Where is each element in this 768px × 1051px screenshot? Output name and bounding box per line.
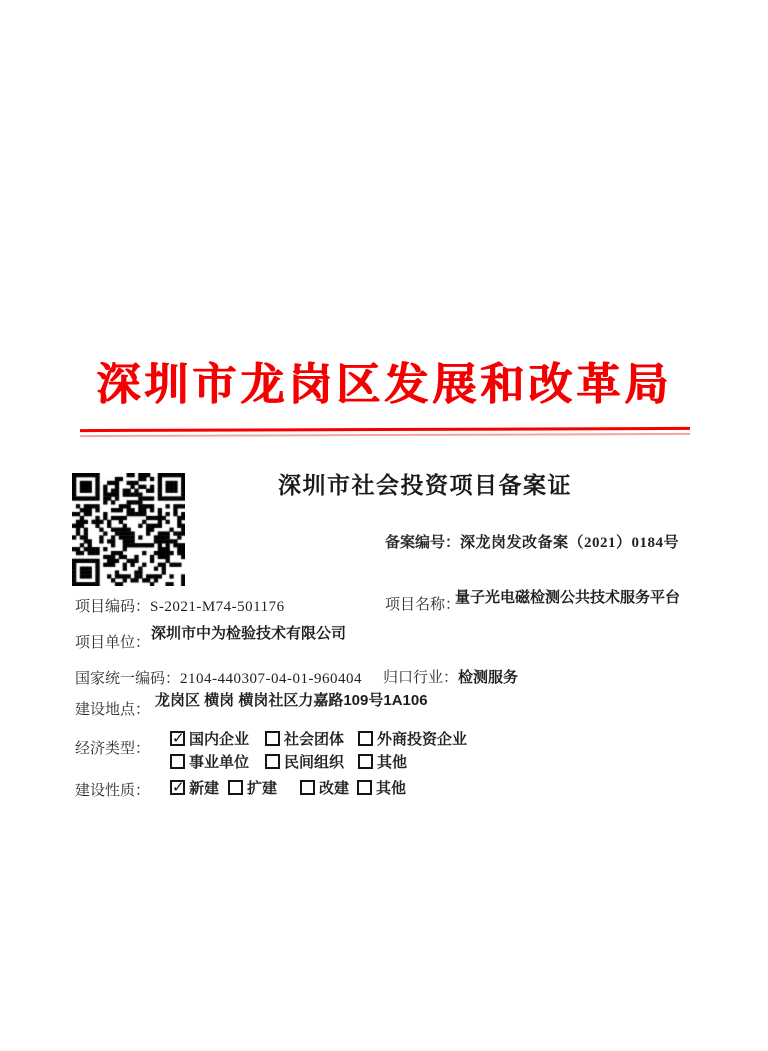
option-domestic-enterprise[interactable]	[170, 728, 265, 749]
option-label: 扩建	[247, 781, 278, 797]
option-economic-other[interactable]	[358, 751, 407, 772]
option-foreign-investment[interactable]	[358, 728, 467, 749]
option-renovation[interactable]	[300, 777, 357, 798]
checkbox-economic-other-icon[interactable]	[358, 754, 373, 769]
national-code-line	[75, 667, 362, 688]
construction-nature-label: 建设性质：	[75, 783, 151, 799]
project-name-value: 量子光电磁检测公共技术服务平台	[455, 589, 681, 606]
option-label: 民间组织	[284, 755, 345, 771]
option-label: 其他	[377, 755, 408, 771]
industry-line	[383, 666, 518, 687]
economic-type-row-2	[170, 751, 407, 772]
project-name-label: 项目名称：	[385, 597, 461, 613]
option-label: 社会团体	[284, 732, 345, 748]
construction-nature-row	[170, 777, 406, 798]
project-unit-label-line	[75, 631, 150, 652]
option-label: 国内企业	[189, 732, 250, 748]
checkbox-renovation-icon[interactable]	[300, 780, 315, 795]
industry-label: 归口行业：	[383, 670, 459, 686]
checkbox-social-group-icon[interactable]	[265, 731, 280, 746]
location-value: 龙岗区 横岗 横岗社区力嘉路109号1A106	[155, 692, 428, 709]
option-label: 其他	[376, 781, 407, 797]
agency-title: 深圳市龙岗区发展和改革局	[96, 360, 672, 409]
option-nature-other[interactable]	[357, 777, 406, 798]
project-code-line	[75, 595, 285, 616]
economic-type-label: 经济类型：	[75, 741, 151, 757]
construction-nature-label-line	[75, 779, 150, 800]
checkbox-civil-organization-icon[interactable]	[265, 754, 280, 769]
option-label: 新建	[189, 781, 220, 797]
location-label: 建设地点：	[75, 702, 151, 718]
project-code-label: 项目编码：	[75, 599, 151, 615]
checkbox-nature-other-icon[interactable]	[357, 780, 372, 795]
record-number-line	[385, 531, 679, 552]
option-label: 事业单位	[189, 755, 250, 771]
option-social-group[interactable]	[265, 728, 358, 749]
checkbox-new-construction-icon[interactable]	[170, 780, 185, 795]
checkbox-domestic-enterprise-icon[interactable]	[170, 731, 185, 746]
checkbox-expansion-icon[interactable]	[228, 780, 243, 795]
letterhead-rule-bottom	[80, 433, 690, 437]
project-unit-label: 项目单位：	[75, 635, 151, 651]
option-public-institution[interactable]	[170, 751, 265, 772]
project-code-value: S-2021-M74-501176	[150, 599, 285, 615]
project-name-label-line	[385, 593, 460, 614]
national-code-value: 2104-440307-04-01-960404	[180, 671, 362, 687]
record-number-value: 深龙岗发改备案（2021）0184号	[460, 535, 680, 551]
option-civil-organization[interactable]	[265, 751, 358, 772]
certificate-title: 深圳市社会投资项目备案证	[278, 472, 572, 498]
record-number-label: 备案编号：	[385, 535, 461, 551]
qr-code-icon	[72, 473, 185, 586]
option-new-construction[interactable]	[170, 777, 228, 798]
economic-type-row-1	[170, 728, 467, 749]
national-code-label: 国家统一编码：	[75, 671, 181, 687]
location-label-line	[75, 698, 150, 719]
checkbox-foreign-investment-icon[interactable]	[358, 731, 373, 746]
economic-type-label-line	[75, 737, 150, 758]
option-label: 改建	[319, 781, 350, 797]
option-expansion[interactable]	[228, 777, 300, 798]
industry-value: 检测服务	[458, 669, 519, 686]
option-label: 外商投资企业	[377, 732, 468, 748]
letterhead-rule-top	[80, 427, 690, 432]
project-unit-value: 深圳市中为检验技术有限公司	[151, 625, 347, 642]
checkbox-public-institution-icon[interactable]	[170, 754, 185, 769]
